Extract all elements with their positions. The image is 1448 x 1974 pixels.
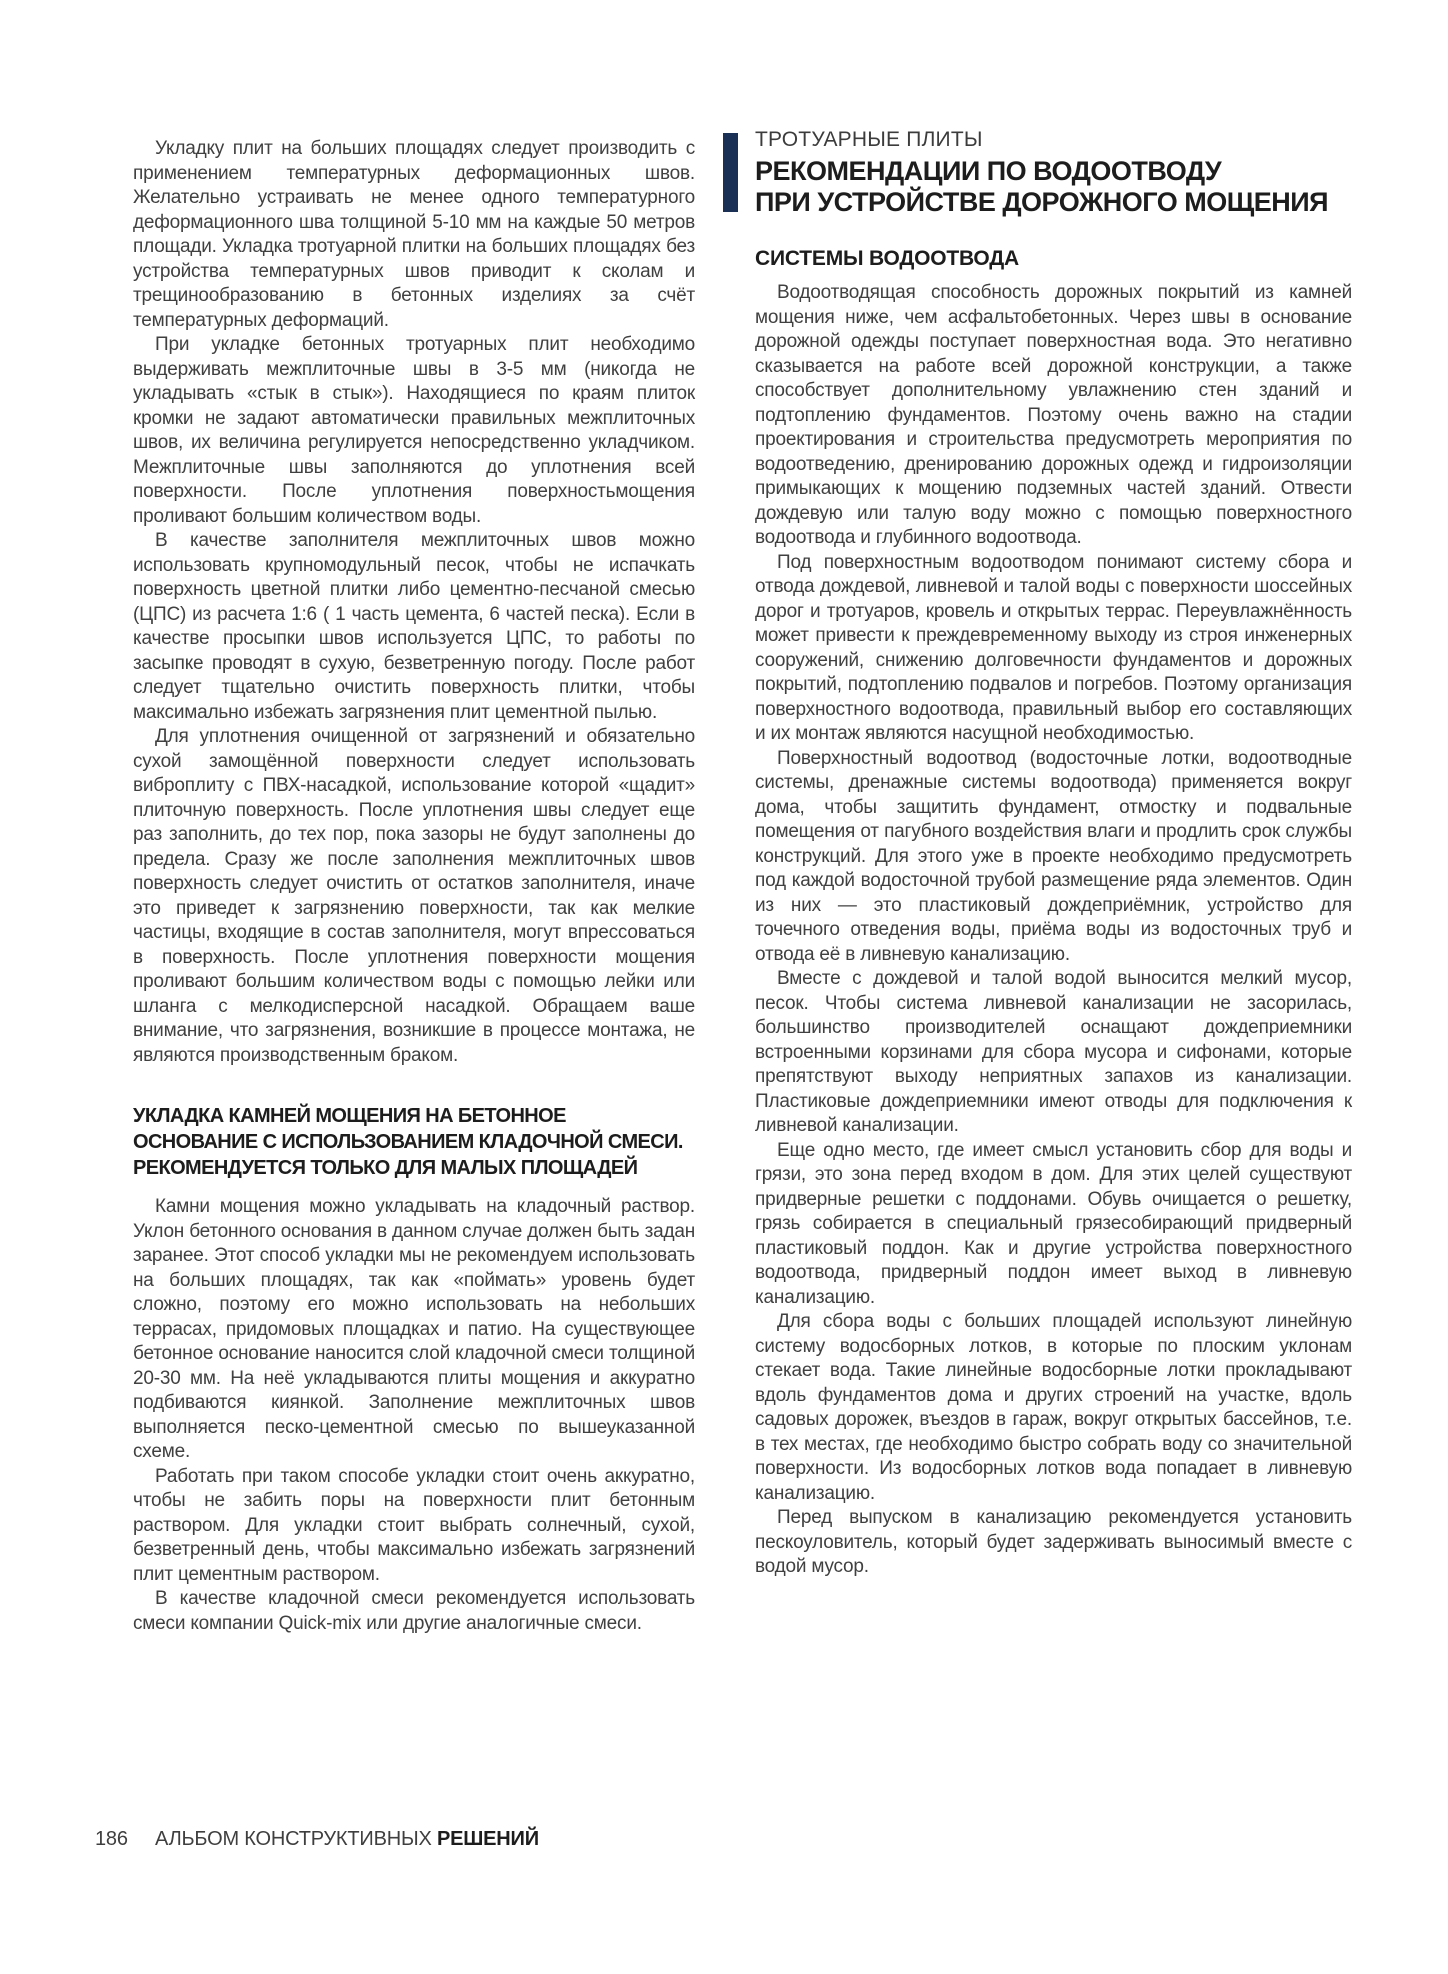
page-title-line: ПРИ УСТРОЙСТВЕ ДОРОЖНОГО МОЩЕНИЯ [755, 187, 1329, 217]
paragraph: Работать при таком способе укладки стоит очень аккуратно, чтобы не забить поры на поверхности плит бетонным раствором. Для укладки стоит выбрать солнечный, сухой, безветренный день, чтобы максимально избежать загрязнений плит цементным раствором. [133, 1465, 695, 1585]
paragraph: Вместе с дождевой и талой водой выносится мелкий мусор, песок. Чтобы система ливневой канализации не засорилась, большинство производителей оснащают дождеприемники встроенными корзинами для сбора мусора и сифонами, которые препятствуют выходу неприятных запахов из канализации. Пластиковые дождеприемники имеют отводы для подключения к ливневой канализации. [755, 968, 1352, 1136]
paragraph: Еще одно место, где имеет смысл установить сбор для воды и грязи, это зона перед входом в дом. Для этих целей существуют придверные решетки с поддонами. Обувь очищается о решетку, грязь собирается в специальный грязесобирающий придверный пластиковый поддон. Как и другие устройства поверхностного водоотвода, придверный поддон имеет выход в ливневую канализацию. [755, 1139, 1352, 1308]
book-title-bold: РЕШЕНИЙ [436, 1828, 539, 1850]
paragraph: В качестве кладочной смеси рекомендуется использовать смеси компании Quick-mix или другие аналогичные смеси. [133, 1588, 695, 1634]
left-column [133, 137, 695, 1636]
paragraph: Для уплотнения очищенной от загрязнений и обязательно сухой замощённой поверхности следует использовать виброплиту с ПВХ-насадкой, использование которой «щадит» плиточную поверхность. После уплотнения швы следует еще раз заполнить, до тех пор, пока зазоры не будут заполнены до предела. Сразу же после заполнения межплиточных швов поверхность следует очистить от остатков заполнителя, иначе это приведет к загрязнению поверхности, так как мелкие частицы, входящие в состав заполнителя, могут впрессоваться в поверхность. После уплотнения поверхности мощения проливают большим количеством воды с помощью лейки или шланга с мелкодисперсной насадкой. Обращаем ваше внимание, что загрязнения, возникшие в процессе монтажа, не являются производственным браком. [133, 726, 695, 1066]
paragraph: Водоотводящая способность дорожных покрытий из камней мощения ниже, чем асфальтобетонных. Через швы в основание дорожной одежды поступает поверхностная вода. Это негативно сказывается на работе всей дорожной конструкции, а также способствует дополнительному увлажнению стен зданий и подтоплению фундаментов. Поэтому очень важно на стадии проектирования и строительства предусмотреть мероприятия по водоотведению, дренированию дорожных одежд и гидроизоляции примыкающих к мощению подземных частей зданий. Отвести дождевую или талую воду можно с помощью поверхностного водоотвода и глубинного водоотвода. [755, 282, 1352, 548]
page-number: 186 [95, 1828, 128, 1850]
paragraph: Перед выпуском в канализацию рекомендуется установить пескоуловитель, который будет задерживать выносимый вместе с водой мусор. [755, 1507, 1352, 1577]
left-section-heading-line: ОСНОВАНИЕ С ИСПОЛЬЗОВАНИЕМ КЛАДОЧНОЙ СМЕСИ. [133, 1131, 683, 1153]
kicker: ТРОТУАРНЫЕ ПЛИТЫ [755, 128, 983, 151]
footer [95, 1827, 539, 1851]
title-accent-bar [723, 133, 738, 212]
left-section-heading [133, 1103, 695, 1181]
paragraph: В качестве заполнителя межплиточных швов можно использовать крупномодульный песок, чтобы не испачкать поверхность цветной плитки либо цементно-песчаной смесью (ЦПС) из расчета 1:6 ( 1 часть цемента, 6 частей песка). Если в качестве просыпки швов используется ЦПС, то работы по засыпке проводят в сухую, безветренную погоду. После работ следует тщательно очистить поверхность плитки, чтобы максимально избежать загрязнения плит цементной пылью. [133, 530, 695, 723]
left-section-heading-line: УКЛАДКА КАМНЕЙ МОЩЕНИЯ НА БЕТОННОЕ [133, 1105, 566, 1127]
paragraph: Под поверхностным водоотводом понимают систему сбора и отвода дождевой, ливневой и талой воды с поверхности шоссейных дорог и тротуаров, кровель и открытых террас. Переувлажнённость может привести к преждевременному выходу из строя инженерных сооружений, снижению долговечности фундаментов и дорожных покрытий, подтоплению подвалов и погребов. Поэтому организация поверхностного водоотвода, правильный выбор его составляющих и их монтаж являются насущной необходимостью. [755, 551, 1352, 744]
right-column [755, 127, 1352, 1580]
paragraph: Для сбора воды с больших площадей используют линейную систему водосборных лотков, в которые по плоским уклонам стекает вода. Такие линейные водосборные лотки прокладывают вдоль фундаментов дома и других строений на участке, вдоль садовых дорожек, въездов в гараж, вокруг открытых бассейнов, т.е. в тех местах, где необходимо быстро собрать воду со значительной поверхности. Из водосборных лотков вода попадает в ливневую канализацию. [755, 1311, 1352, 1504]
paragraph: Укладку плит на больших площадях следует производить с применением температурных деформационных швов. Желательно устраивать не менее одного температурного деформационного шва толщиной 5-10 мм на каждые 50 метров площади. Укладка тротуарной плитки на больших площадях без устройства температурных швов приводит к сколам и трещинообразованию в бетонных изделиях за счёт температурных деформаций. [133, 138, 695, 331]
left-section-heading-line: РЕКОМЕНДУЕТСЯ ТОЛЬКО ДЛЯ МАЛЫХ ПЛОЩАДЕЙ [133, 1157, 638, 1179]
paragraph: При укладке бетонных тротуарных плит необходимо выдерживать межплиточные швы в 3-5 мм (никогда не укладывать «стык в стык»). Находящиеся по краям плиток кромки не задают автоматически правильных межплиточных швов, их величина регулируется непосредственно укладчиком. Межплиточные швы заполняются до уплотнения всей поверхности. После уплотнения поверхностьмощения проливают большим количеством воды. [133, 334, 695, 527]
paragraph: Поверхностный водоотвод (водосточные лотки, водоотводные системы, дренажные системы водоотвода) применяется вокруг дома, чтобы защитить фундамент, отмостку и подвальные помещения от пагубного воздействия влаги и продлить срок службы конструкций. Для этого уже в проекте необходимо предусмотреть под каждой водосточной трубой размещение ряда элементов. Один из них — это пластиковый дождеприёмник, устройство для точечного отведения воды, приёма воды из водосточных труб и отвода её в ливневую канализацию. [755, 747, 1352, 965]
book-title-regular: АЛЬБОМ КОНСТРУКТИВНЫХ [155, 1828, 432, 1850]
page-title-line: РЕКОМЕНДАЦИИ ПО ВОДООТВОДУ [755, 156, 1222, 186]
paragraph: Камни мощения можно укладывать на кладочный раствор. Уклон бетонного основания в данном случае должен быть задан заранее. Этот способ укладки мы не рекомендуем использовать на больших площадях, так как «поймать» уровень будет сложно, поэтому его можно использовать на небольших террасах, придомовых площадках и патио. На существующее бетонное основание наносится слой кладочной смеси толщиной 20-30 мм. На неё укладываются плиты мощения и аккуратно подбиваются киянкой. Заполнение межплиточных швов выполняется песко-цементной смесью по вышеуказанной схеме. [133, 1196, 695, 1462]
book-title [155, 1828, 539, 1850]
page-title [755, 156, 1352, 218]
section-heading: СИСТЕМЫ ВОДООТВОДА [755, 247, 1020, 270]
